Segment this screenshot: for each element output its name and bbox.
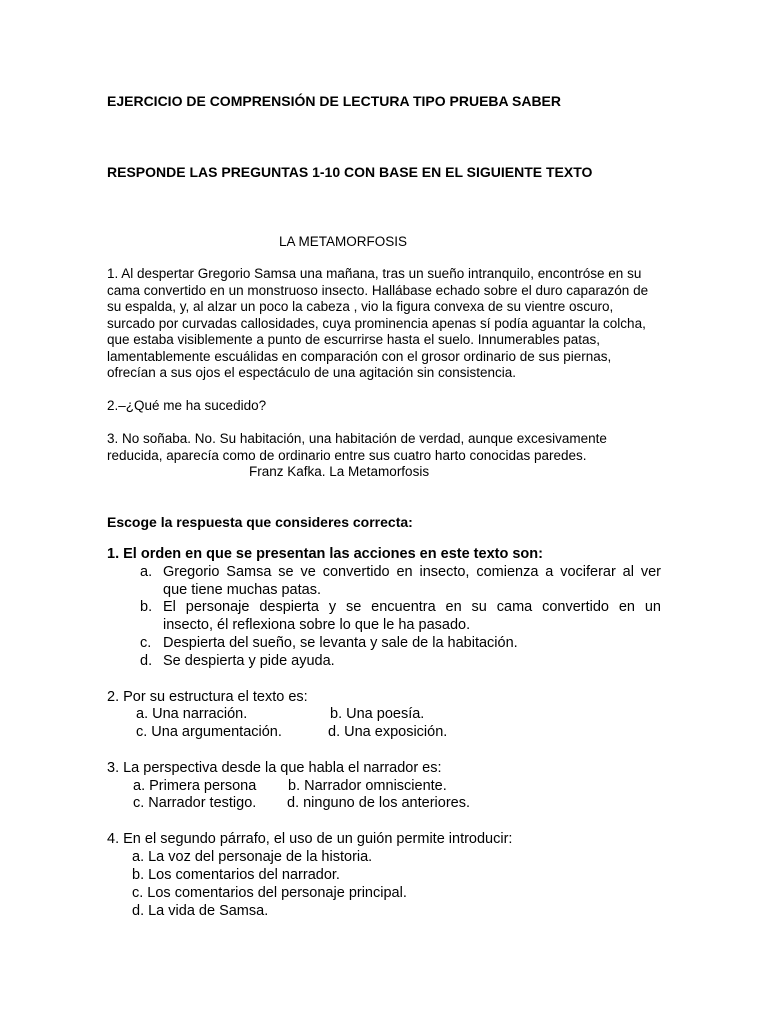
q1-option-b-letter: b. xyxy=(140,599,153,615)
question-1-prefix: 1. E xyxy=(107,546,133,562)
q1-option-c: Despierta del sueño, se levanta y sale de la habitación. xyxy=(163,635,518,651)
option-line: insecto, él reflexiona sobre lo que le ha pasado. xyxy=(163,616,471,633)
q4-option-d: d. La vida de Samsa. xyxy=(132,903,269,919)
option-line: Gregorio Samsa se ve convertido en insecto, comienza a vociferar al ver xyxy=(163,564,661,580)
paragraph-line: lamentablemente escuálidas en comparación con el grosor ordinario de sus piernas, xyxy=(107,348,612,364)
question-2-prompt: 2. Por su estructura el texto es: xyxy=(107,689,308,705)
q2-option-d: d. Una exposición. xyxy=(328,724,448,740)
paragraph-line: que estaba visiblemente a punto de escurrirse hasta el suelo. Innumerables patas, xyxy=(107,332,601,347)
text-title: LA METAMORFOSIS xyxy=(279,234,408,249)
paragraph-line: cama convertido en un monstruoso insecto. Hallábase echado sobre el duro caparazón de xyxy=(107,282,649,298)
paragraph-line: ofrecían a sus ojos el espectáculo de una agitación sin consistencia. xyxy=(107,365,517,380)
paragraph-line: surcado por curvadas callosidades, cuya prominencia apenas sí podía aguantar la colcha, xyxy=(107,315,646,331)
paragraph-3 xyxy=(107,431,607,464)
paragraph-1 xyxy=(107,266,648,382)
question-3-prompt: 3. La perspectiva desde la que habla el narrador es: xyxy=(107,760,442,776)
paragraph-line: 3. No soñaba. No. Su habitación, una habitación de verdad, aunque excesivamente xyxy=(107,431,607,446)
instruction-heading: RESPONDE LAS PREGUNTAS 1-10 CON BASE EN EL SIGUIENTE TEXTO xyxy=(107,164,593,180)
q1-option-a-letter: a. xyxy=(140,564,153,580)
q2-option-b: b. Una poesía. xyxy=(330,706,425,722)
question-1-rest: l orden en que se presentan las acciones en este texto son: xyxy=(132,546,543,562)
q1-option-b xyxy=(163,599,661,634)
question-1-prompt xyxy=(107,546,543,564)
paragraph-line: reducida, aparecía como de ordinario entre sus cuatro harto conocidas paredes. xyxy=(107,447,587,463)
q3-option-a: a. Primera persona xyxy=(133,778,257,794)
document-title: EJERCICIO DE COMPRENSIÓN DE LECTURA TIPO PRUEBA SABER xyxy=(107,93,562,109)
q4-option-b: b. Los comentarios del narrador. xyxy=(132,867,340,883)
q1-option-d-letter: d. xyxy=(140,653,153,669)
option-line: que tiene muchas patas. xyxy=(163,581,321,598)
answer-instruction: Escoge la respuesta que consideres correcta: xyxy=(107,514,413,530)
q1-option-a xyxy=(163,564,661,599)
q1-option-c-letter: c. xyxy=(140,635,152,651)
q2-option-c: c. Una argumentación. xyxy=(136,724,282,740)
q2-option-a: a. Una narración. xyxy=(136,706,248,722)
paragraph-2: 2.–¿Qué me ha sucedido? xyxy=(107,398,267,413)
attribution: Franz Kafka. La Metamorfosis xyxy=(249,464,430,479)
question-4-prompt: 4. En el segundo párrafo, el uso de un guión permite introducir: xyxy=(107,831,513,847)
option-line: El personaje despierta y se encuentra en su cama convertido en un xyxy=(163,599,661,615)
paragraph-line: 1. Al despertar Gregorio Samsa una mañana, tras un sueño intranquilo, encontróse en su xyxy=(107,266,642,281)
q3-option-b: b. Narrador omnisciente. xyxy=(288,778,447,794)
q4-option-c: c. Los comentarios del personaje principal. xyxy=(132,885,407,901)
q3-option-c: c. Narrador testigo. xyxy=(133,795,257,811)
q3-option-d: d. ninguno de los anteriores. xyxy=(287,795,470,811)
q1-option-d: Se despierta y pide ayuda. xyxy=(163,653,335,669)
paragraph-line: su espalda, y, al alzar un poco la cabeza , vio la figura convexa de su vientre oscuro, xyxy=(107,299,614,314)
q4-option-a: a. La voz del personaje de la historia. xyxy=(132,849,373,865)
